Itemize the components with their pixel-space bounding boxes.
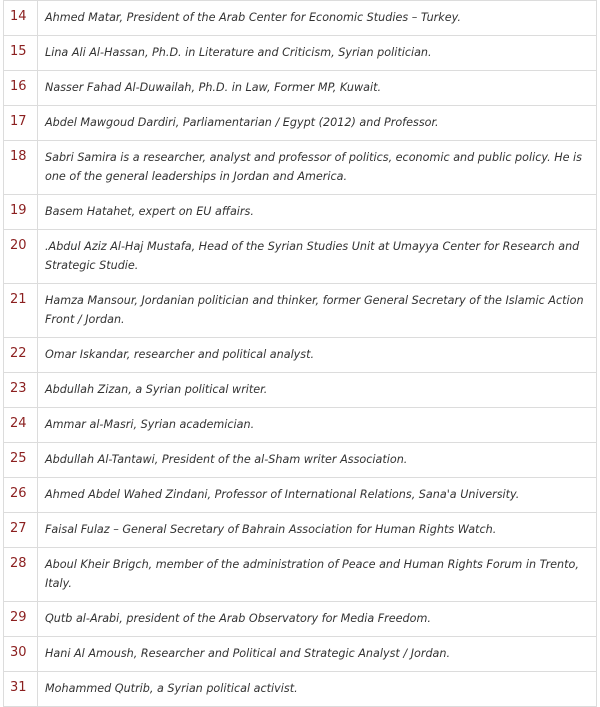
row-number: 23 [4, 373, 38, 408]
table-row [4, 478, 597, 513]
row-text: Faisal Fulaz – General Secretary of Bahrain Association for Human Rights Watch. [38, 513, 597, 548]
row-text: Hani Al Amoush, Researcher and Political and Strategic Analyst / Jordan. [38, 637, 597, 672]
table-row [4, 106, 597, 141]
table-row [4, 408, 597, 443]
row-number: 27 [4, 513, 38, 548]
row-number: 31 [4, 672, 38, 707]
row-number: 25 [4, 443, 38, 478]
table-row [4, 513, 597, 548]
row-text: .Abdul Aziz Al-Haj Mustafa, Head of the Syrian Studies Unit at Umayya Center for Research and Strategic Studie. [38, 230, 597, 284]
table-row [4, 1, 597, 36]
row-text: Basem Hatahet, expert on EU affairs. [38, 195, 597, 230]
row-number: 16 [4, 71, 38, 106]
table-row [4, 338, 597, 373]
row-text: Mohammed Qutrib, a Syrian political activist. [38, 672, 597, 707]
row-number: 30 [4, 637, 38, 672]
table-row [4, 284, 597, 338]
table-row [4, 195, 597, 230]
table-row [4, 548, 597, 602]
signatories-table [3, 0, 597, 707]
row-number: 24 [4, 408, 38, 443]
row-text: Nasser Fahad Al-Duwailah, Ph.D. in Law, Former MP, Kuwait. [38, 71, 597, 106]
row-text: Hamza Mansour, Jordanian politician and thinker, former General Secretary of the Islamic Action Front / Jordan. [38, 284, 597, 338]
row-number: 17 [4, 106, 38, 141]
row-text: Omar Iskandar, researcher and political analyst. [38, 338, 597, 373]
signatories-table-container [3, 0, 597, 707]
row-text: Abdel Mawgoud Dardiri, Parliamentarian / Egypt (2012) and Professor. [38, 106, 597, 141]
row-text: Sabri Samira is a researcher, analyst and professor of politics, economic and public policy. He is one of the general leaderships in Jordan and America. [38, 141, 597, 195]
table-row [4, 230, 597, 284]
row-text: Abdullah Al-Tantawi, President of the al-Sham writer Association. [38, 443, 597, 478]
row-number: 22 [4, 338, 38, 373]
row-number: 15 [4, 36, 38, 71]
table-row [4, 141, 597, 195]
row-number: 21 [4, 284, 38, 338]
row-text: Aboul Kheir Brigch, member of the administration of Peace and Human Rights Forum in Trento, Italy. [38, 548, 597, 602]
row-text: Ahmed Abdel Wahed Zindani, Professor of International Relations, Sana'a University. [38, 478, 597, 513]
table-row [4, 443, 597, 478]
table-row [4, 672, 597, 707]
row-number: 18 [4, 141, 38, 195]
row-number: 28 [4, 548, 38, 602]
table-row [4, 373, 597, 408]
table-row [4, 71, 597, 106]
row-text: Ammar al-Masri, Syrian academician. [38, 408, 597, 443]
row-number: 26 [4, 478, 38, 513]
row-text: Ahmed Matar, President of the Arab Center for Economic Studies – Turkey. [38, 1, 597, 36]
table-row [4, 36, 597, 71]
row-text: Qutb al-Arabi, president of the Arab Observatory for Media Freedom. [38, 602, 597, 637]
row-number: 14 [4, 1, 38, 36]
row-number: 20 [4, 230, 38, 284]
row-number: 29 [4, 602, 38, 637]
row-number: 19 [4, 195, 38, 230]
row-text: Abdullah Zizan, a Syrian political writer. [38, 373, 597, 408]
table-row [4, 602, 597, 637]
row-text: Lina Ali Al-Hassan, Ph.D. in Literature and Criticism, Syrian politician. [38, 36, 597, 71]
table-row [4, 637, 597, 672]
